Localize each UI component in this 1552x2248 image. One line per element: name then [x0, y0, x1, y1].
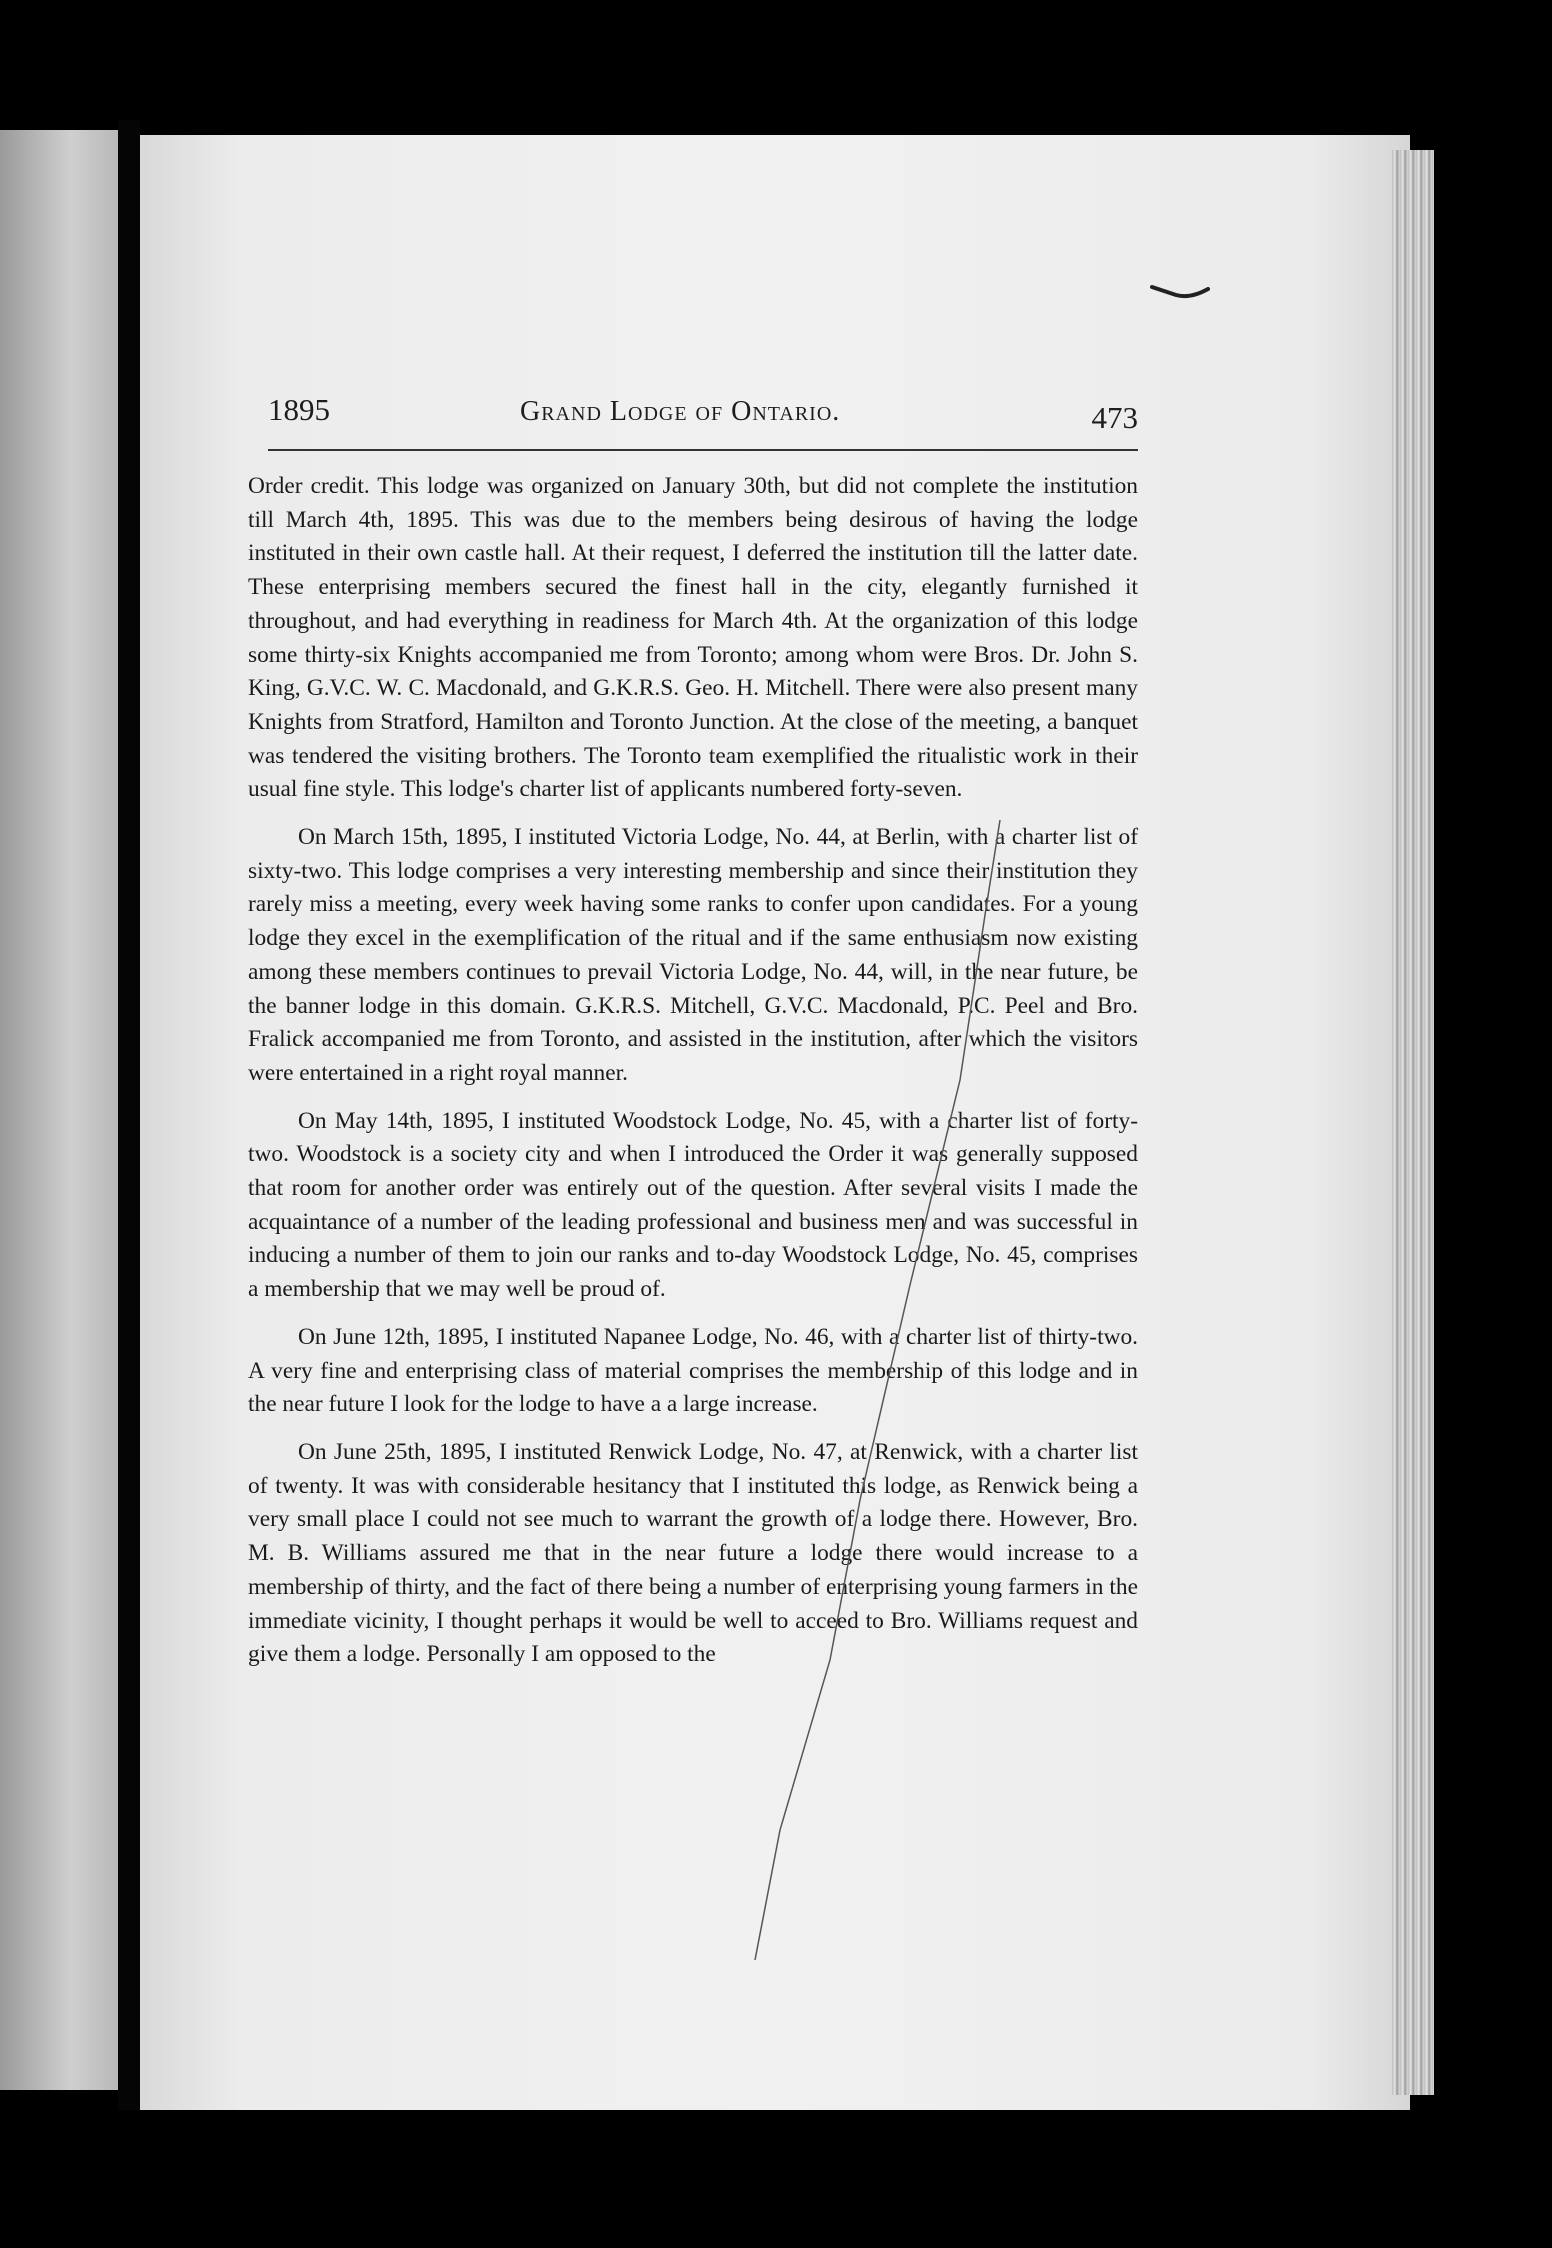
ink-mark-icon [1150, 283, 1210, 301]
header-rule [268, 449, 1138, 451]
paragraph: On March 15th, 1895, I instituted Victoria Lodge, No. 44, at Berlin, with a charter list of sixty-two. This lodge comprises a very interesting membership and since their institution they rarely miss a meeting, every week having some ranks to confer upon candidates. For a young lodge they excel in the exemplification of the ritual and if the same enthusiasm now existing among these members continues to prevail Victoria Lodge, No. 44, will, in the near future, be the banner lodge in this domain. G.K.R.S. Mitchell, G.V.C. Macdonald, P.C. Peel and Bro. Fralick accompanied me from Toronto, and assisted in the institution, after which the visitors were entertained in a right royal manner. [248, 824, 1138, 1086]
running-header [268, 388, 1138, 444]
header-year: 1895 [268, 392, 330, 427]
header-title: Grand Lodge of Ontario. [520, 396, 841, 427]
paragraph: On June 25th, 1895, I instituted Renwick Lodge, No. 47, at Renwick, with a charter list of twenty. It was with considerable hesitancy that I instituted this lodge, as Renwick being a very small place I could not see much to warrant the growth of a lodge there. However, Bro. M. B. Williams assured me that in the near future a lodge there would increase to a membership of thirty, and the fact of there being a number of enterprising young farmers in the immediate vicinity, I thought perhaps it would be well to acceed to Bro. Williams request and give them a lodge. Personally I am opposed to the [248, 1438, 1138, 1668]
paragraph: On May 14th, 1895, I instituted Woodstock Lodge, No. 45, with a charter list of forty-two. Woodstock is a society city and when I introduced the Order it was generally supposed that room for another order was entirely out of the question. After several visits I made the acquaintance of a number of the leading professional and business men and was successful in inducing a number of them to join our ranks and to-day Woodstock Lodge, No. 45, comprises a membership that we may well be proud of. [248, 1107, 1138, 1303]
book-gutter [118, 120, 140, 2110]
paragraph: Order credit. This lodge was organized on January 30th, but did not complete the institution till March 4th, 1895. This was due to the members being desirous of having the lodge instituted in their own castle hall. At their request, I deferred the institution till the latter date. These enterprising members secured the finest hall in the city, elegantly furnished it throughout, and had everything in readiness for March 4th. At the organization of this lodge some thirty-six Knights accompanied me from Toronto; among whom were Bros. Dr. John S. King, G.V.C. W. C. Macdonald, and G.K.R.S. Geo. H. Mitchell. There were also present many Knights from Stratford, Hamilton and Toronto Junction. At the close of the meeting, a banquet was tendered the visiting brothers. The Toronto team exemplified the ritualistic work in their usual fine style. This lodge's charter list of applicants numbered forty-seven. [248, 473, 1138, 803]
page-number: 473 [1091, 400, 1138, 435]
page-stack-edges [1392, 150, 1434, 2095]
facing-page-edge [0, 130, 118, 2090]
paragraph: On June 12th, 1895, I instituted Napanee Lodge, No. 46, with a charter list of thirty-two. A very fine and enterprising class of material comprises the membership of this lodge and in the near future I look for the lodge to have a a large increase. [248, 1323, 1138, 1418]
body-text [248, 470, 1138, 1686]
